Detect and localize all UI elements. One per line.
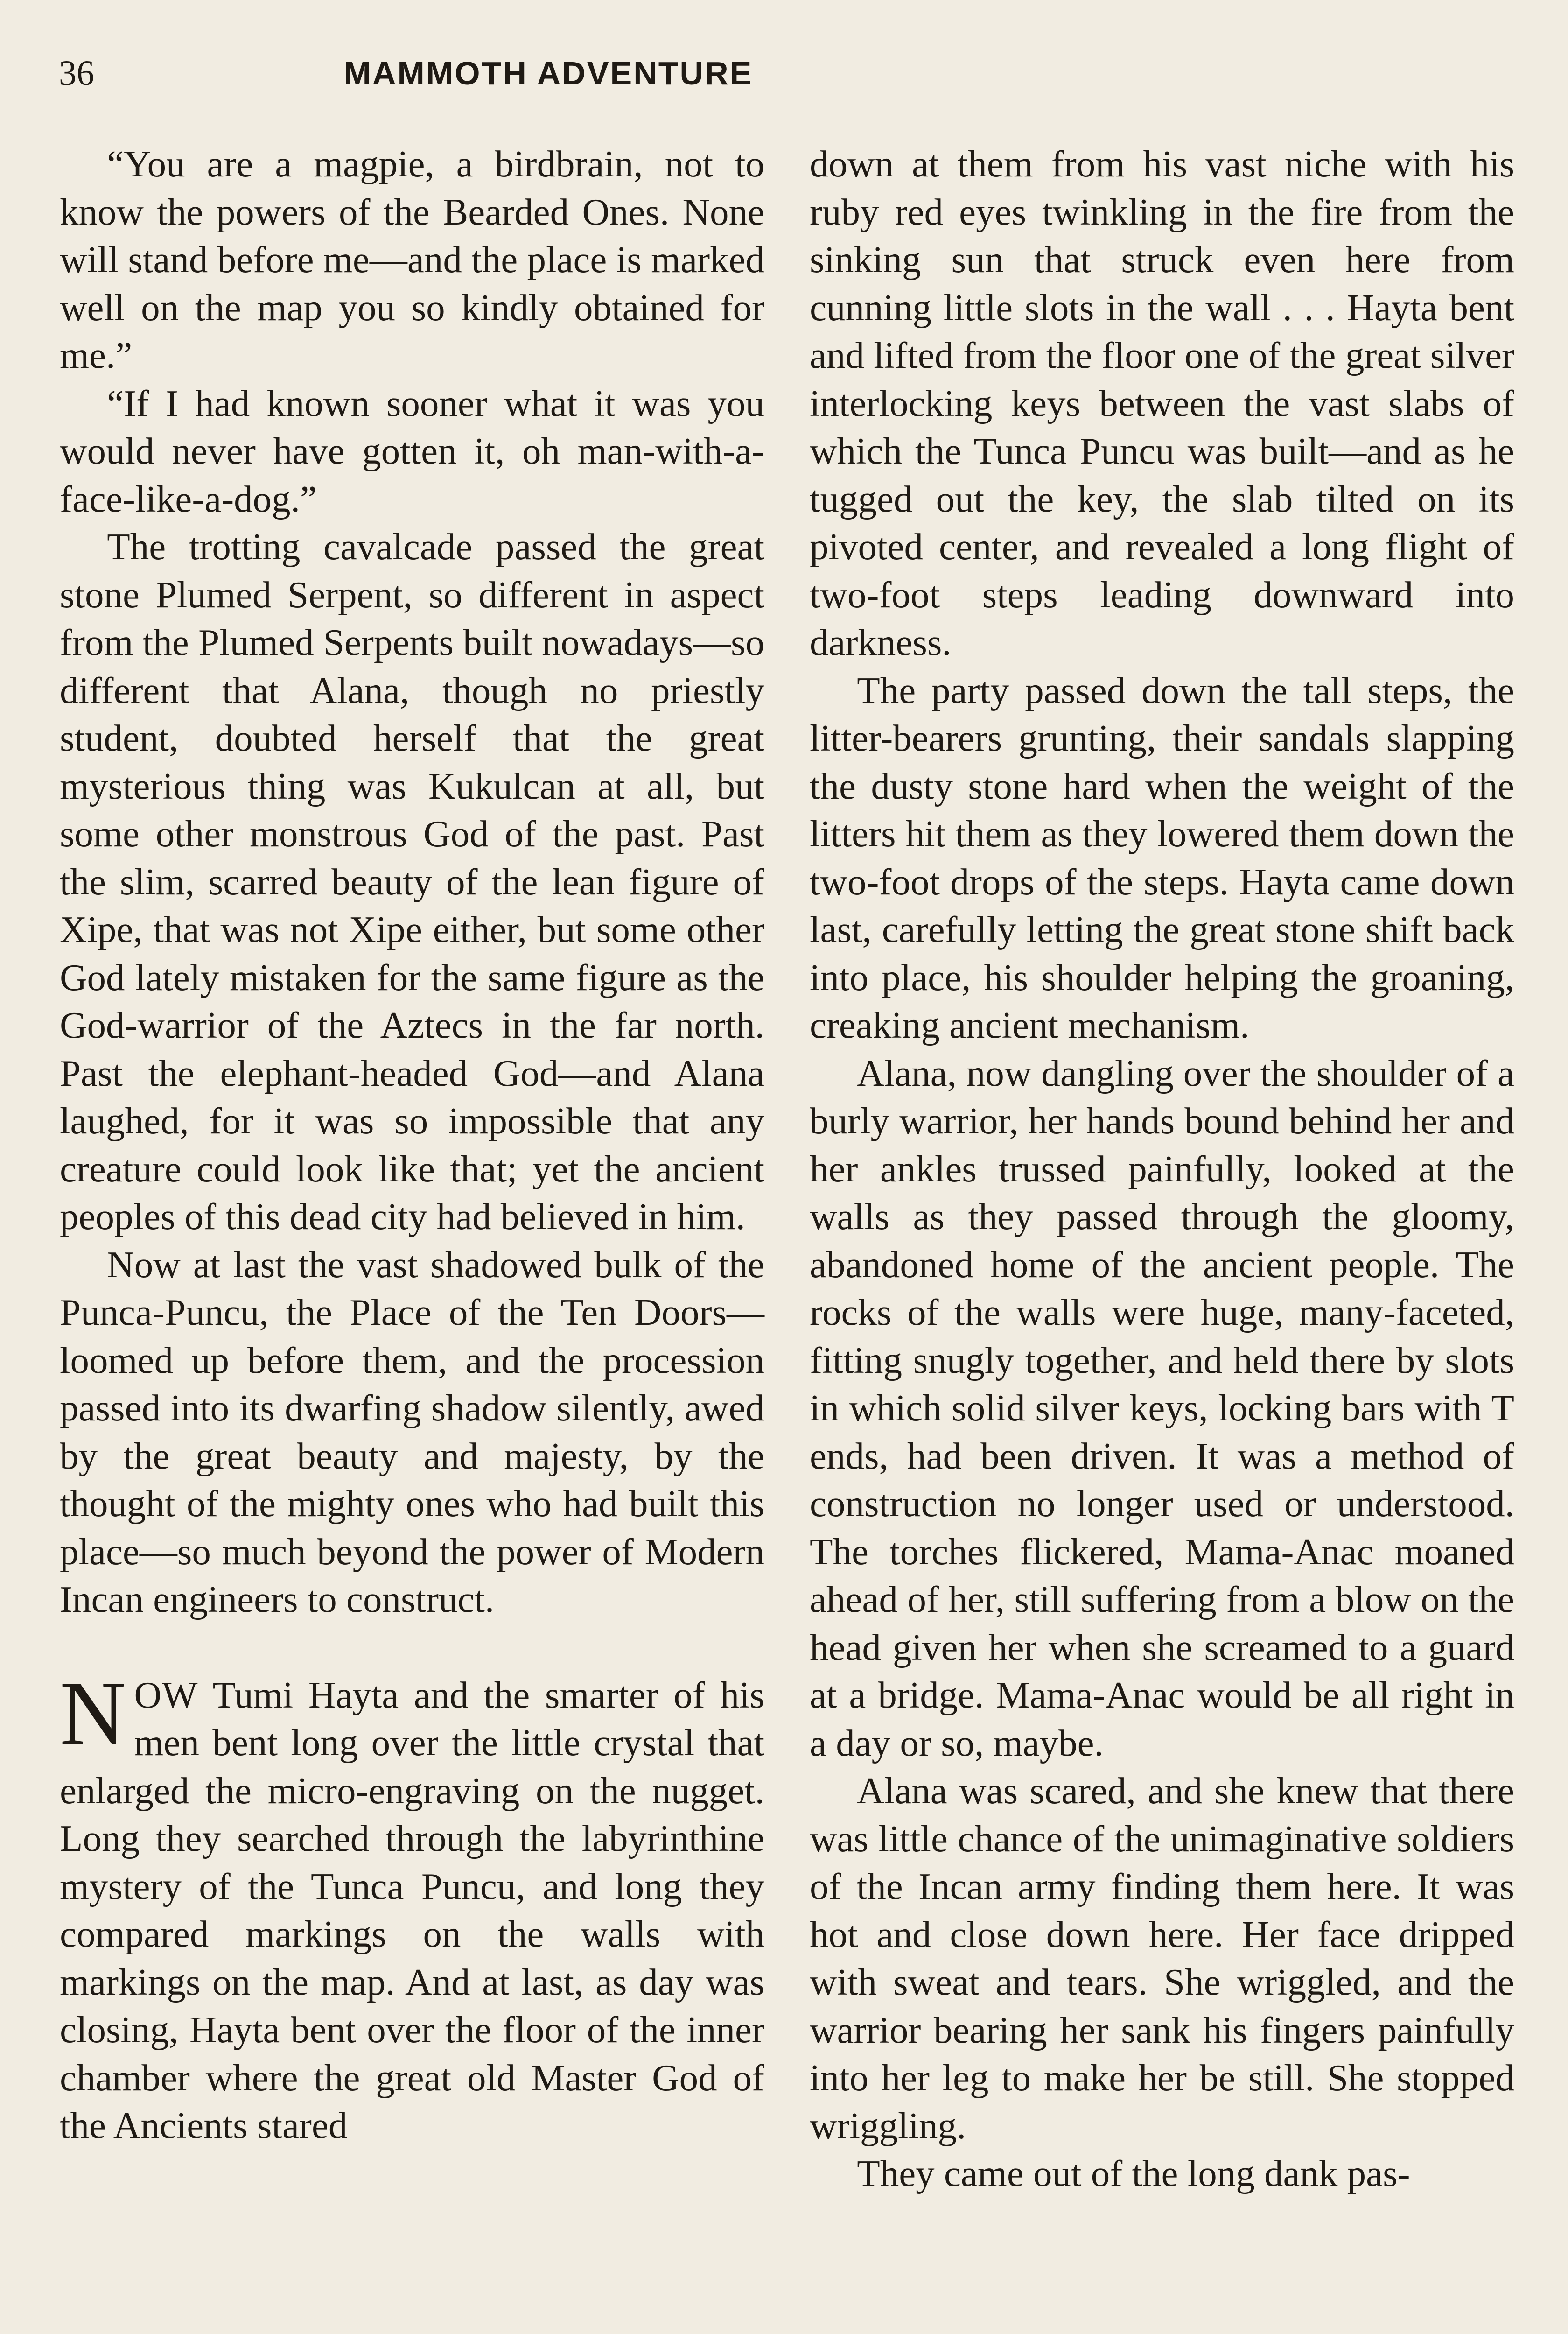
page-header xyxy=(56,52,1041,94)
page-number: 36 xyxy=(59,54,94,93)
drop-cap: N xyxy=(60,1662,126,1764)
paragraph: They came out of the long dank pas- xyxy=(857,2152,1410,2194)
paragraph: Now at last the vast shadowed bulk of the Punca-Puncu, the Place of the Ten Doors—loomed up before them, and the procession passed into its dwarfing shadow silently, awed by the great beauty and majesty, by the thought of the mighty ones who had built this place—so much beyond the power of Modern Incan engineers to construct. xyxy=(60,1243,764,1620)
paragraph: The party passed down the tall steps, the litter-bearers grunting, their sandals slapping the dusty stone hard when the weight of the litters hit them as they lowered them down the two-foot drops of the steps. Hayta came down last, carefully letting the great stone shift back into place, his shoulder helping the groaning, creaking ancient mechanism. xyxy=(810,669,1514,1046)
right-column xyxy=(810,140,1514,2198)
paragraph: Alana, now dangling over the shoulder of a burly warrior, her hands bound behind her and her ankles trussed painfully, looked at the walls as they passed through the gloomy, abandoned home of the ancient people. The rocks of the walls were huge, many-faceted, fitting snugly together, and held there by slots in which solid silver keys, locking bars with T ends, had been driven. It was a method of construction no longer used or understood. The torches flickered, Mama-Anac moaned ahead of her, still suffering from a blow on the head given her when she screamed to a guard at a bridge. Mama-Anac would be all right in a day or so, maybe. xyxy=(810,1052,1514,1764)
left-column xyxy=(60,140,764,2150)
paragraph: The trotting cavalcade passed the great stone Plumed Serpent, so different in aspect from the Plumed Serpents built nowadays—so different that Alana, though no priestly student, doubted herself that the great mysterious thing was Kukulcan at all, but some other monstrous God of the past. Past the slim, scarred beauty of the lean figure of Xipe, that was not Xipe either, but some other God lately mistaken for the same figure as the God-warrior of the Aztecs in the far north. Past the elephant-headed God—and Alana laughed, for it was so impossible that any creature could look like that; yet the ancient peoples of this dead city had believed in him. xyxy=(60,526,764,1237)
paragraph: “You are a magpie, a birdbrain, not to know the powers of the Bearded Ones. None will stand before me—and the place is marked well on the map you so kindly obtained for me.” xyxy=(60,143,764,376)
paragraph: “If I had known sooner what it was you would never have gotten it, oh man-with-a-face-like-a-dog.” xyxy=(60,382,764,520)
section-text: Tumi Hayta and the smarter of his men bent long over the little crystal that enlarged the micro-engraving on the nugget. Long they searched through the labyrinthine mystery of the Tunca Puncu, and long they compared markings on the walls with markings on the map. And at last, as day was closing, Hayta bent over the floor of the inner chamber where the great old Master God of the Ancients stared xyxy=(60,1673,764,2146)
section-opening-paragraph xyxy=(60,1662,764,2150)
lead-word-rest: OW xyxy=(134,1673,198,1716)
paragraph: Alana was scared, and she knew that there was little chance of the unimaginative soldiers of the Incan army finding them here. It was hot and close down here. Her face dripped with sweat and tears. She wriggled, and the warrior bearing her sank his fingers painfully into her leg to make her be still. She stopped wriggling. xyxy=(810,1770,1514,2147)
running-title: MAMMOTH ADVENTURE xyxy=(343,55,753,91)
continued-paragraph: down at them from his vast niche with his ruby red eyes twinkling in the fire from the sinking sun that struck even here from cunning little slots in the wall . . . Hayta bent and lifted from the floor one of the great silver interlocking keys between the vast slabs of which the Tunca Puncu was built—and as he tugged out the key, the slab tilted on its pivoted center, and revealed a long flight of two-foot steps leading downward into darkness. xyxy=(810,143,1514,663)
